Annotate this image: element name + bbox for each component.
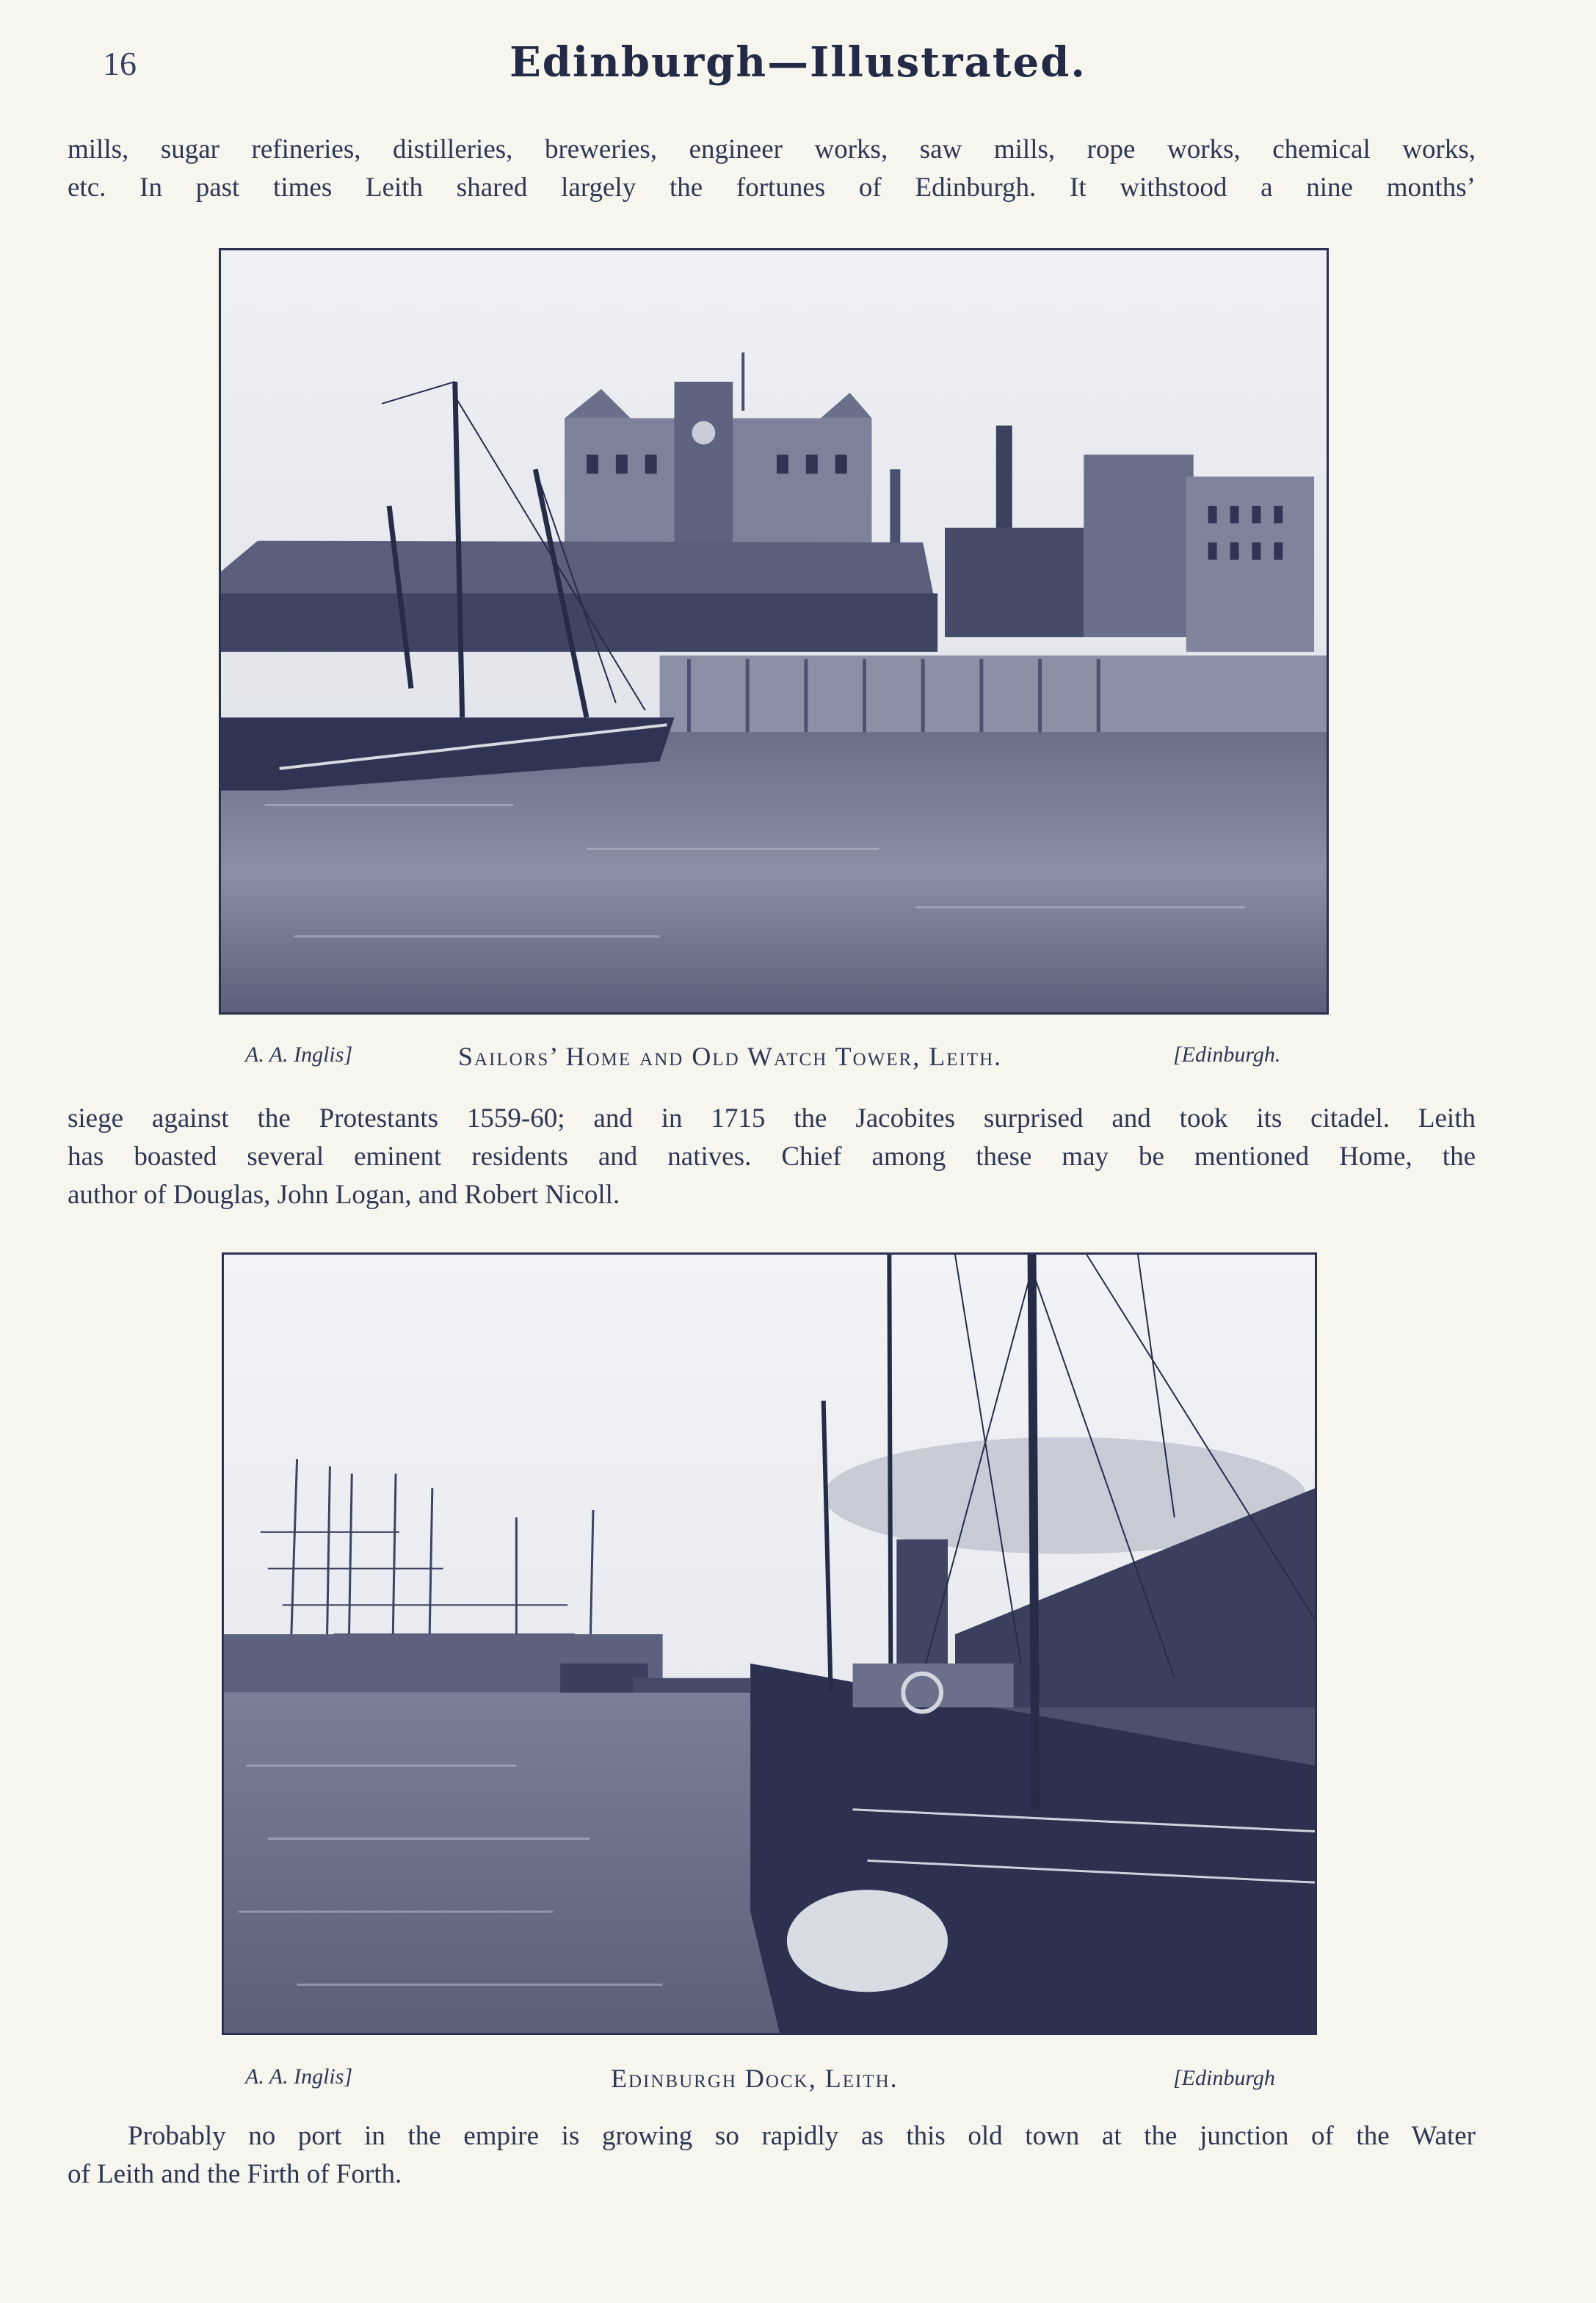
running-title: Edinburgh—Illustrated.: [509, 38, 1087, 87]
text-line: mills, sugar refineries, distilleries, breweries, engineer works, saw mills, rope works, chemical works,: [68, 134, 1476, 164]
harbour-photo-illustration: [221, 250, 1327, 1012]
figure-1-credit-left: A. A. Inglis]: [245, 1042, 353, 1067]
dock-photo-illustration: [224, 1255, 1315, 2033]
text-line: has boasted several eminent residents and natives. Chief among these may be mentioned Home, the: [68, 1142, 1476, 1172]
paragraph-2: [68, 1100, 1476, 1214]
text-line: of Leith and the Firth of Forth.: [68, 2159, 402, 2189]
text-line: Probably no port in the empire is growing so rapidly as this old town at the junction of the Water: [128, 2121, 1476, 2151]
text-line: etc. In past times Leith shared largely the fortunes of Edinburgh. It withstood a nine months’: [68, 173, 1476, 203]
text-line: siege against the Protestants 1559-60; and in 1715 the Jacobites surprised and took its citadel. Leith: [68, 1103, 1476, 1134]
paragraph-3: [68, 2117, 1476, 2194]
figure-2-credit-right: [Edinburgh: [1173, 2066, 1275, 2090]
text-line: author of Douglas, John Logan, and Robert Nicoll.: [68, 1180, 620, 1210]
figure-1-title: Sailors’ Home and Old Watch Tower, Leith.: [458, 1042, 1003, 1071]
figure-2-title: Edinburgh Dock, Leith.: [611, 2064, 899, 2093]
figure-1-credit-right: [Edinburgh.: [1173, 1042, 1281, 1067]
paragraph-1: [68, 131, 1476, 207]
page-number: 16: [103, 45, 137, 82]
photo-edinburgh-dock: [222, 1252, 1317, 2035]
photo-sailors-home: [219, 248, 1329, 1015]
figure-2-credit-left: A. A. Inglis]: [245, 2064, 353, 2089]
